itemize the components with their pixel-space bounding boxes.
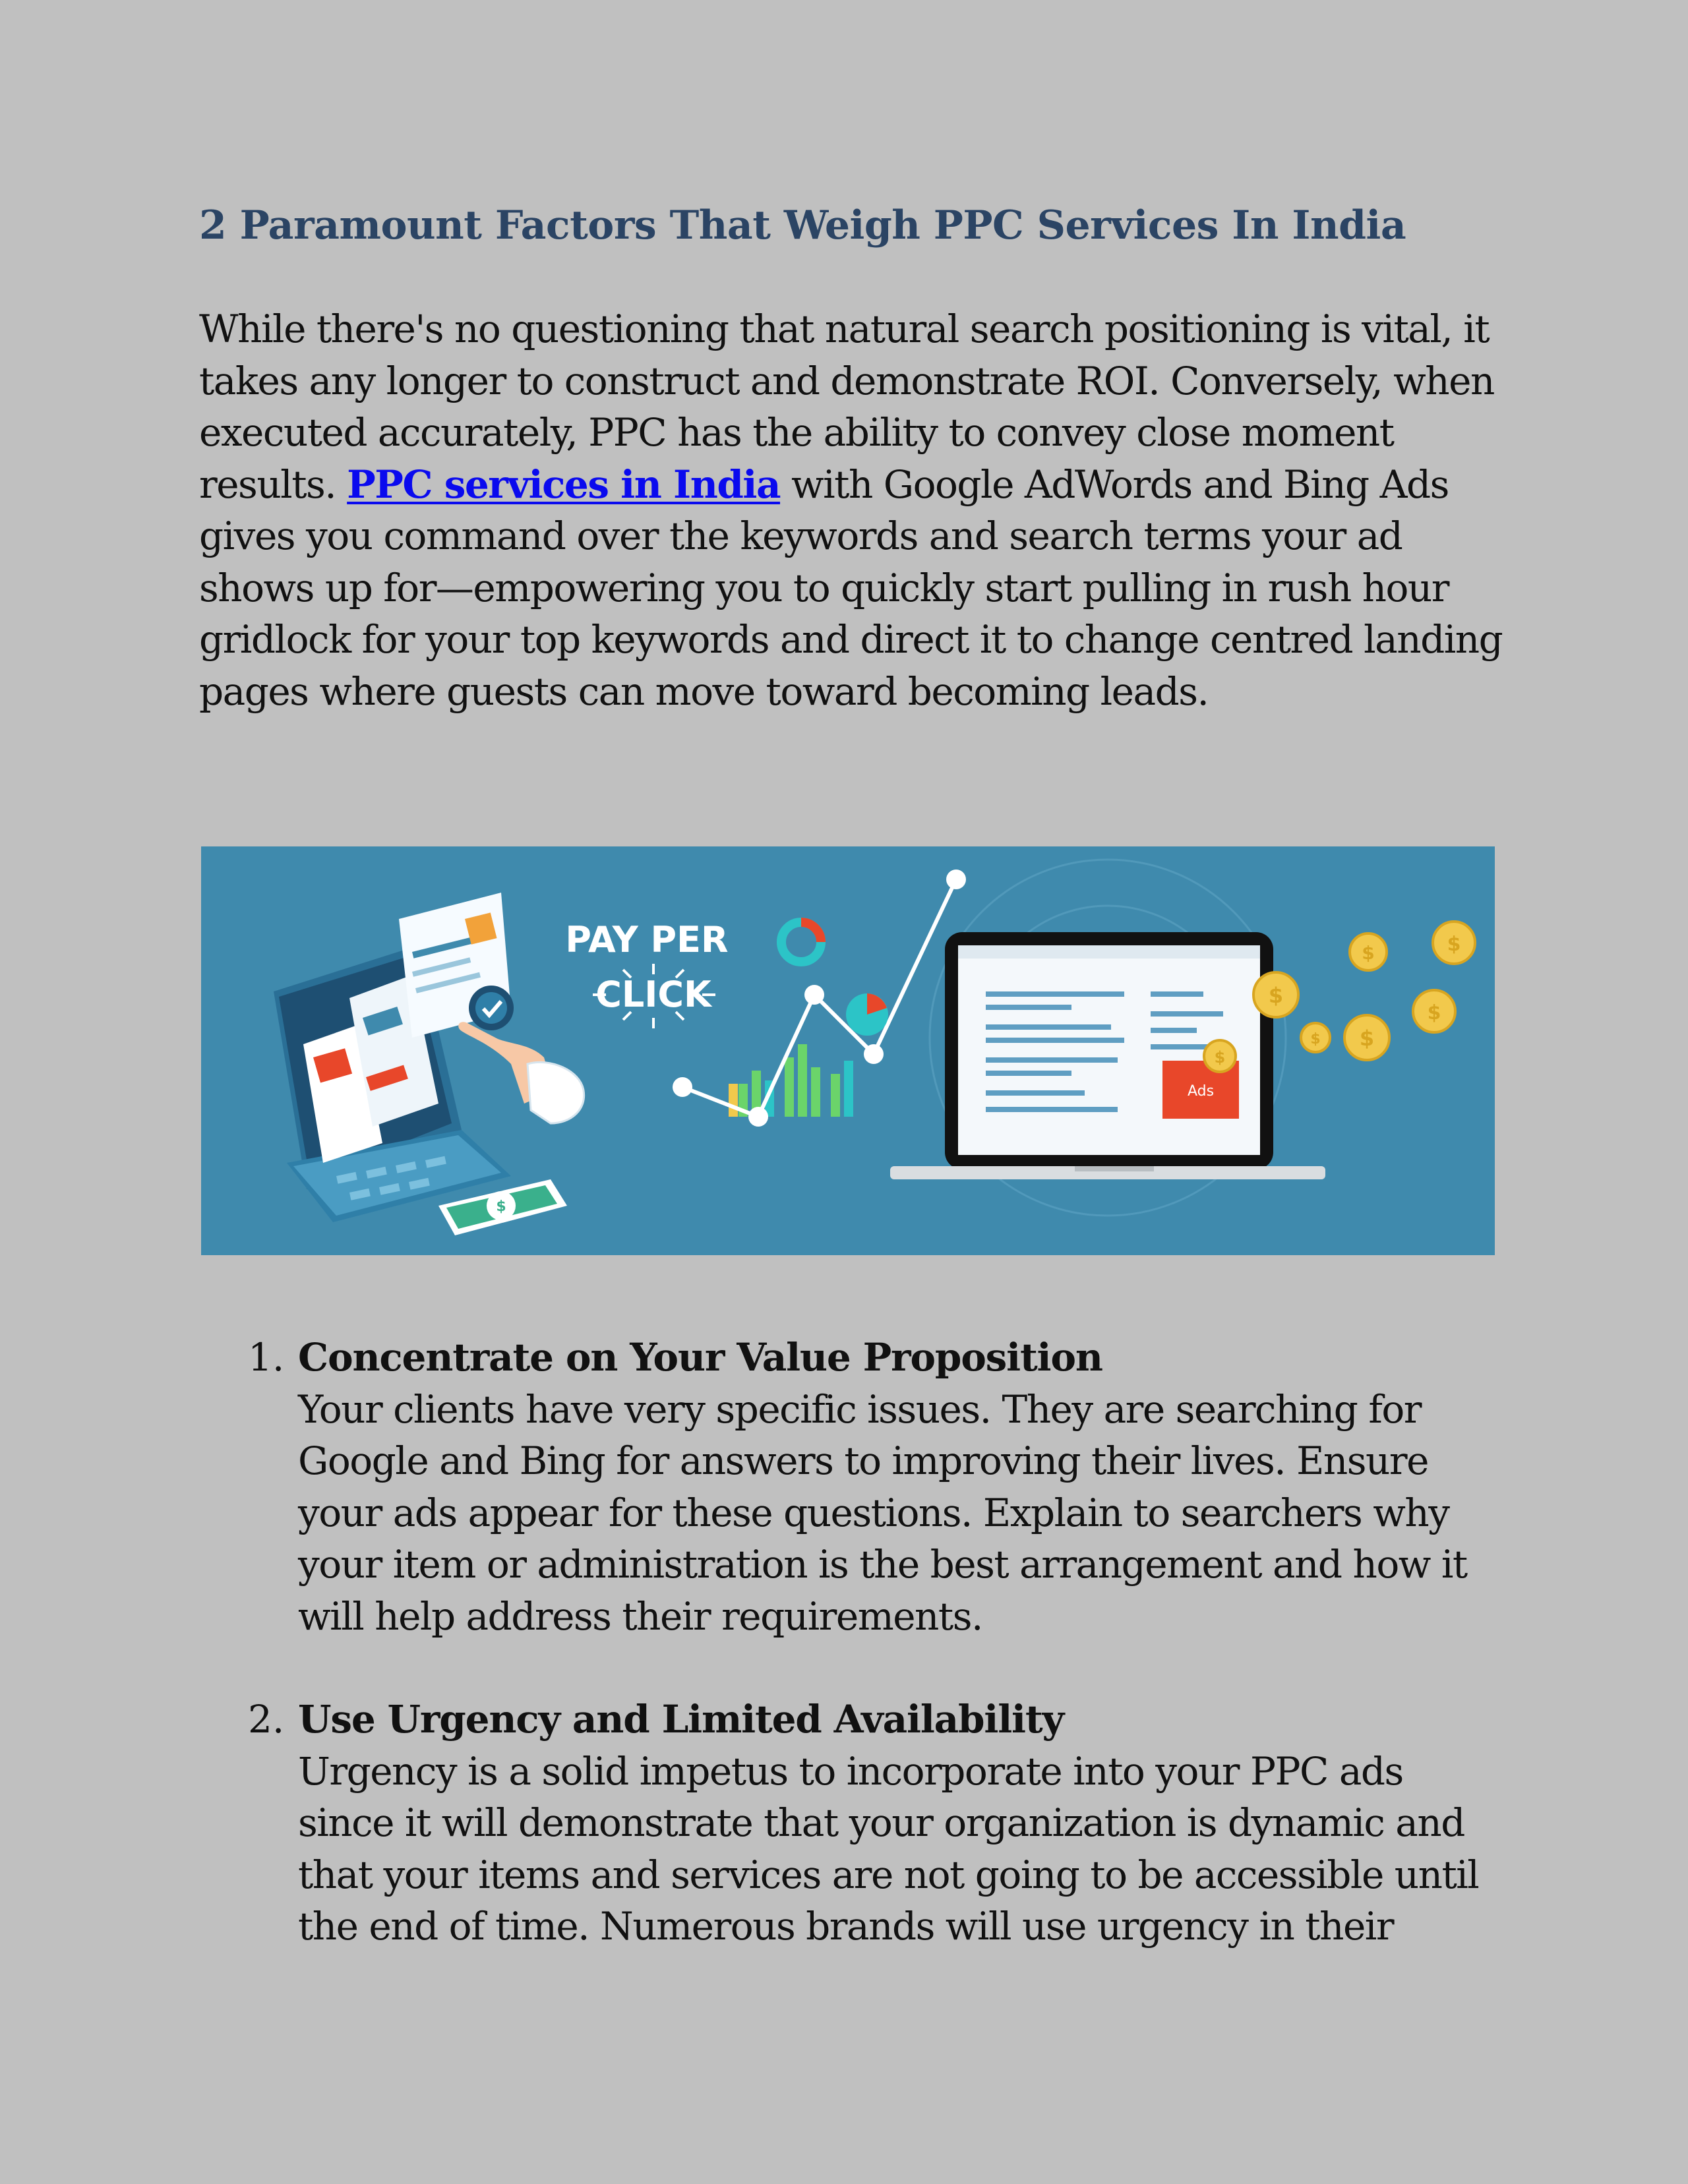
factors-list	[248, 1332, 1501, 2004]
coin-symbol: $	[1310, 1031, 1321, 1048]
list-item-title: Use Urgency and Limited Availability	[298, 1697, 1064, 1742]
intro-text-after-link: with Google AdWords and Bing Ads gives you command over the keywords and search terms your ad shows up for—empowering you to quickly start pulling in rush hour gridlock for your top keywords and direct it to change centred landing pages where guests can move toward becoming leads.	[199, 461, 1503, 714]
list-item	[248, 1694, 1501, 1953]
laptop-with-pages-illustration	[274, 893, 584, 1235]
list-item-body: Your clients have very specific issues. They are searching for Google and Bing for answers to improving their lives. Ensure your ads appear for these questions. Explain to searchers why your item or administration is the best arrangement and how it will help address their requirements.	[298, 1386, 1467, 1639]
pay-per-click-caption	[565, 919, 728, 1028]
list-item	[248, 1332, 1501, 1642]
banner-line-2: CLICK	[595, 974, 711, 1015]
svg-text:$: $	[496, 1198, 506, 1215]
coin-symbol: $	[1447, 933, 1461, 956]
donut-chart-icon	[781, 922, 821, 962]
intro-text-before-link: While there's no questioning that natural search positioning is vital, it takes any longer to construct and demonstrate ROI. Conversely, when executed accurately, PPC has the ability to convey close moment results.	[199, 307, 1494, 507]
list-item-number: 2.	[248, 1697, 285, 1742]
coin-symbol: $	[1362, 942, 1375, 964]
ppc-services-link[interactable]: PPC services in India	[347, 461, 781, 507]
ad-label: Ads	[1187, 1083, 1215, 1100]
coin-symbol: $	[1359, 1026, 1375, 1051]
coin-symbol: $	[1427, 1001, 1441, 1024]
growth-chart-illustration	[673, 870, 966, 1127]
banner-line-1: PAY PER	[565, 919, 729, 960]
ppc-banner-image	[201, 846, 1495, 1255]
laptop-ad-illustration	[890, 932, 1325, 1179]
list-item-body: Urgency is a solid impetus to incorporate into your PPC ads since it will demonstrate that your organization is dynamic and that your items and services are not going to be accessible until the end of time. Numerous brands will use urgency in their	[298, 1748, 1479, 1949]
coin-symbol: $	[1268, 983, 1284, 1008]
list-item-number: 1.	[248, 1335, 285, 1380]
article-title: 2 Paramount Factors That Weigh PPC Services In India	[199, 202, 1406, 249]
coin-symbol: $	[1214, 1048, 1226, 1067]
list-item-title: Concentrate on Your Value Proposition	[298, 1335, 1102, 1380]
intro-paragraph	[199, 303, 1518, 717]
